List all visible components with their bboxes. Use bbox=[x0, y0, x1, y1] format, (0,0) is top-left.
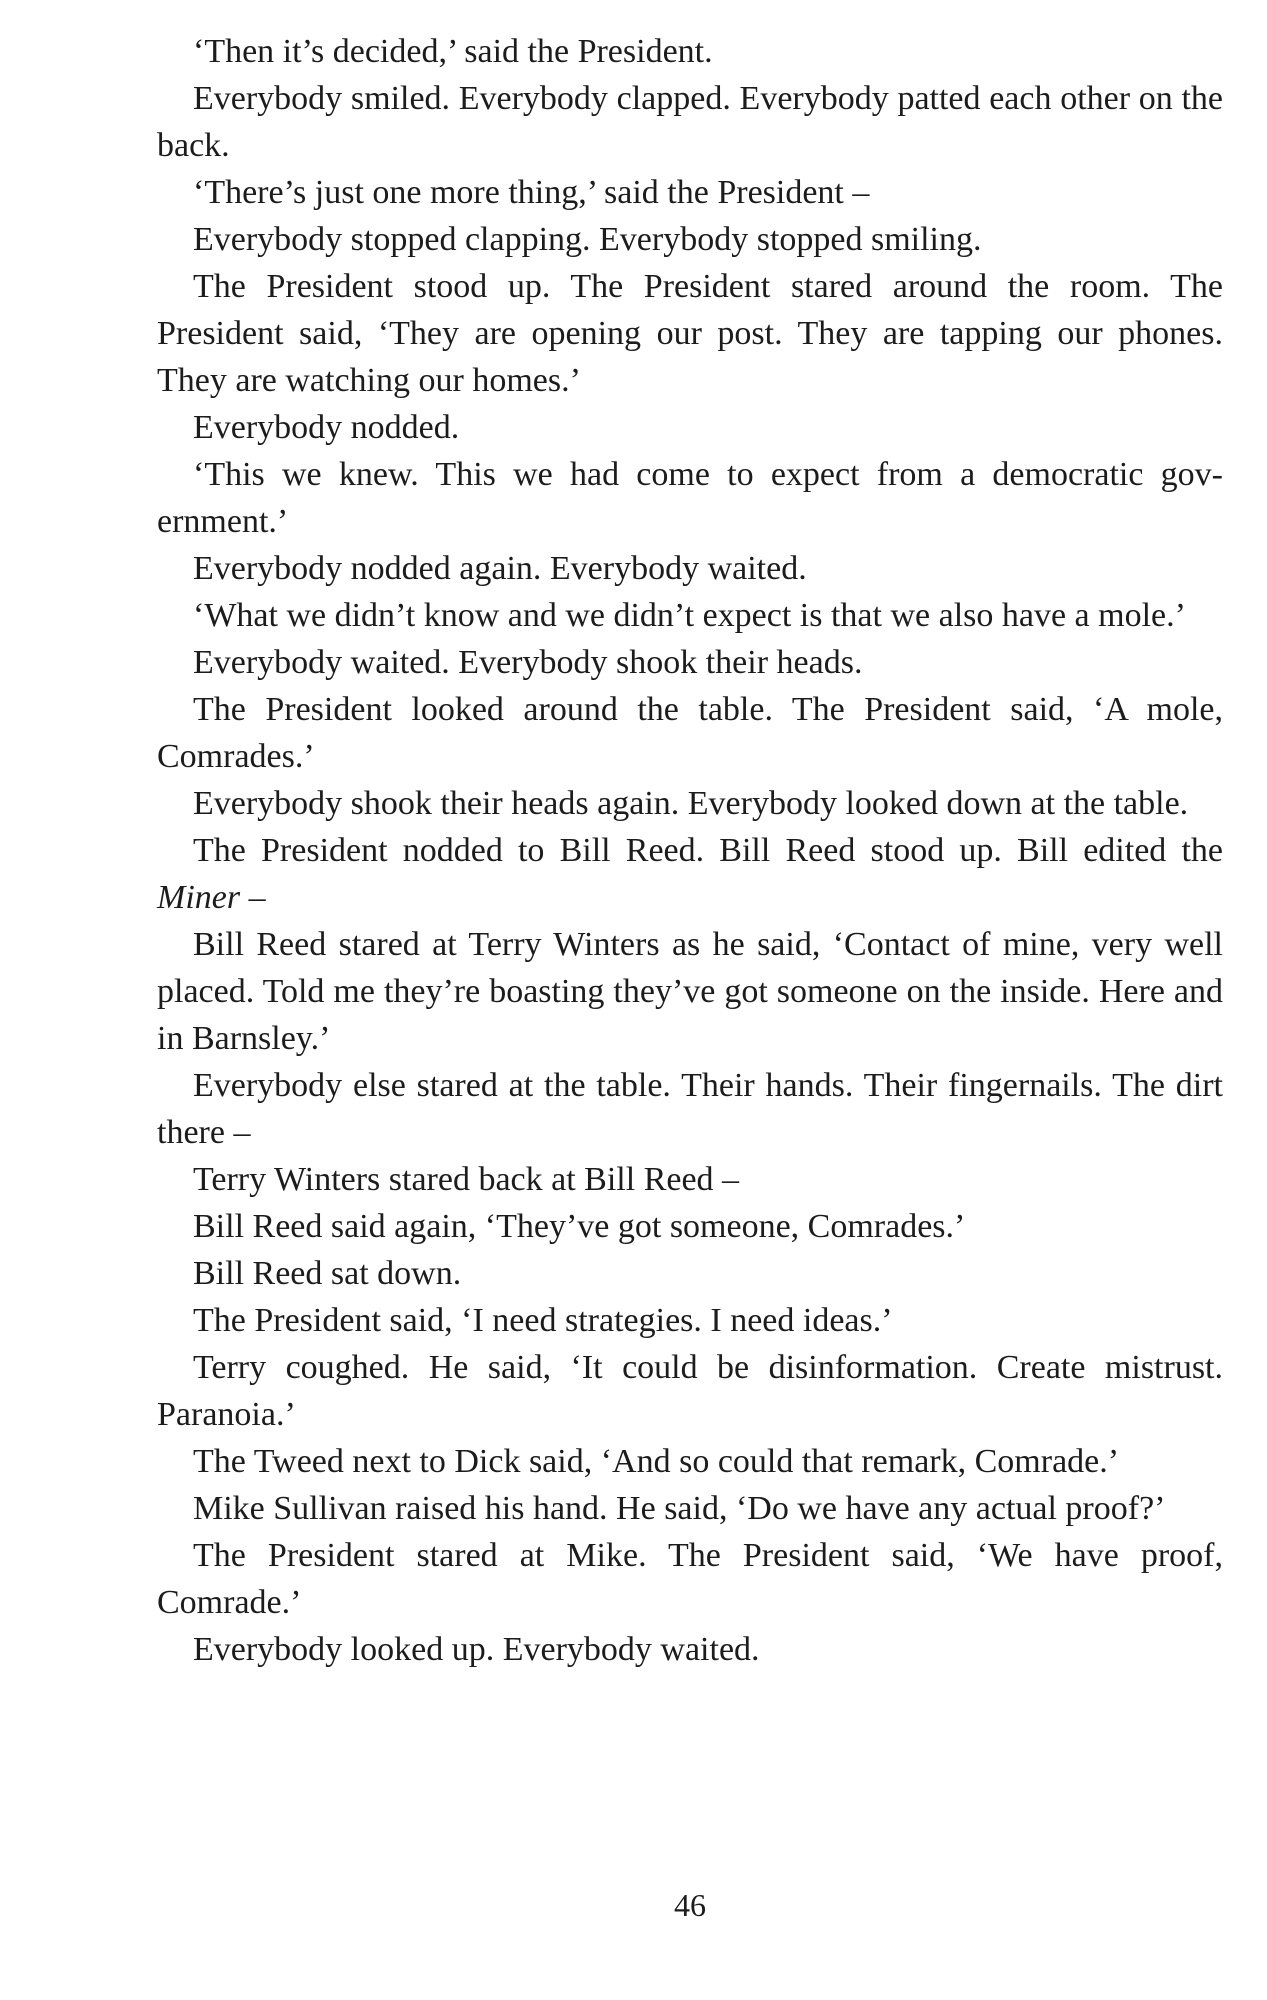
paragraph-21: The Tweed next to Dick said, ‘And so could that remark, Comrade.’ bbox=[193, 1443, 1120, 1480]
paragraph-24: Everybody looked up. Everybody waited. bbox=[193, 1631, 760, 1668]
paragraph-16: Terry Winters stared back at Bill Reed – bbox=[193, 1161, 740, 1198]
paragraph-14: Bill Reed stared at Terry Winters as he said, ‘Contact of mine, very well placed. Told me they’re boasting they’ve got someone on the inside. Here and in Barnsley.’ bbox=[157, 926, 1223, 1057]
paragraph-11: The President looked around the table. The President said, ‘A mole, Comrades.’ bbox=[157, 691, 1223, 775]
body-text bbox=[157, 28, 1223, 1673]
paragraph-10: Everybody waited. Everybody shook their heads. bbox=[193, 644, 863, 681]
paragraph-12: Everybody shook their heads again. Everybody looked down at the table. bbox=[193, 785, 1189, 822]
paragraph-19: The President said, ‘I need strategies. I need ideas.’ bbox=[193, 1302, 893, 1339]
paragraph-15: Everybody else stared at the table. Their hands. Their fingernails. The dirt there – bbox=[157, 1067, 1223, 1151]
paragraph-2: Everybody smiled. Everybody clapped. Everybody patted each other on the back. bbox=[157, 80, 1223, 164]
paragraph-5: The President stood up. The President stared around the room. The President said, ‘They are opening our post. They are tapping our phones. They are watching our homes.’ bbox=[157, 268, 1223, 399]
paragraph-13-text: The President nodded to Bill Reed. Bill Reed stood up. Bill edited the bbox=[193, 832, 1223, 869]
paragraph-7: ‘This we knew. This we had come to expect from a democratic government.’ bbox=[157, 456, 1223, 540]
paragraph-13 bbox=[157, 827, 1223, 921]
paragraph-4: Everybody stopped clapping. Everybody stopped smiling. bbox=[193, 221, 982, 258]
paragraph-18: Bill Reed sat down. bbox=[193, 1255, 462, 1292]
paragraph-13-end: – bbox=[240, 879, 266, 916]
page-number: 46 bbox=[674, 1887, 706, 1923]
paragraph-20: Terry coughed. He said, ‘It could be disinformation. Create mistrust. Paranoia.’ bbox=[157, 1349, 1223, 1433]
paragraph-9: ‘What we didn’t know and we didn’t expect is that we also have a mole.’ bbox=[193, 597, 1186, 634]
paragraph-3: ‘There’s just one more thing,’ said the President – bbox=[193, 174, 870, 211]
paragraph-23: The President stared at Mike. The President said, ‘We have proof, Comrade.’ bbox=[157, 1537, 1223, 1621]
newspaper-title: Miner bbox=[157, 879, 241, 916]
paragraph-8: Everybody nodded again. Everybody waited. bbox=[193, 550, 807, 587]
paragraph-17: Bill Reed said again, ‘They’ve got someone, Comrades.’ bbox=[193, 1208, 966, 1245]
paragraph-22: Mike Sullivan raised his hand. He said, ‘Do we have any actual proof?’ bbox=[193, 1490, 1166, 1527]
paragraph-6: Everybody nodded. bbox=[193, 409, 460, 446]
paragraph-1: ‘Then it’s decided,’ said the President. bbox=[193, 33, 713, 70]
